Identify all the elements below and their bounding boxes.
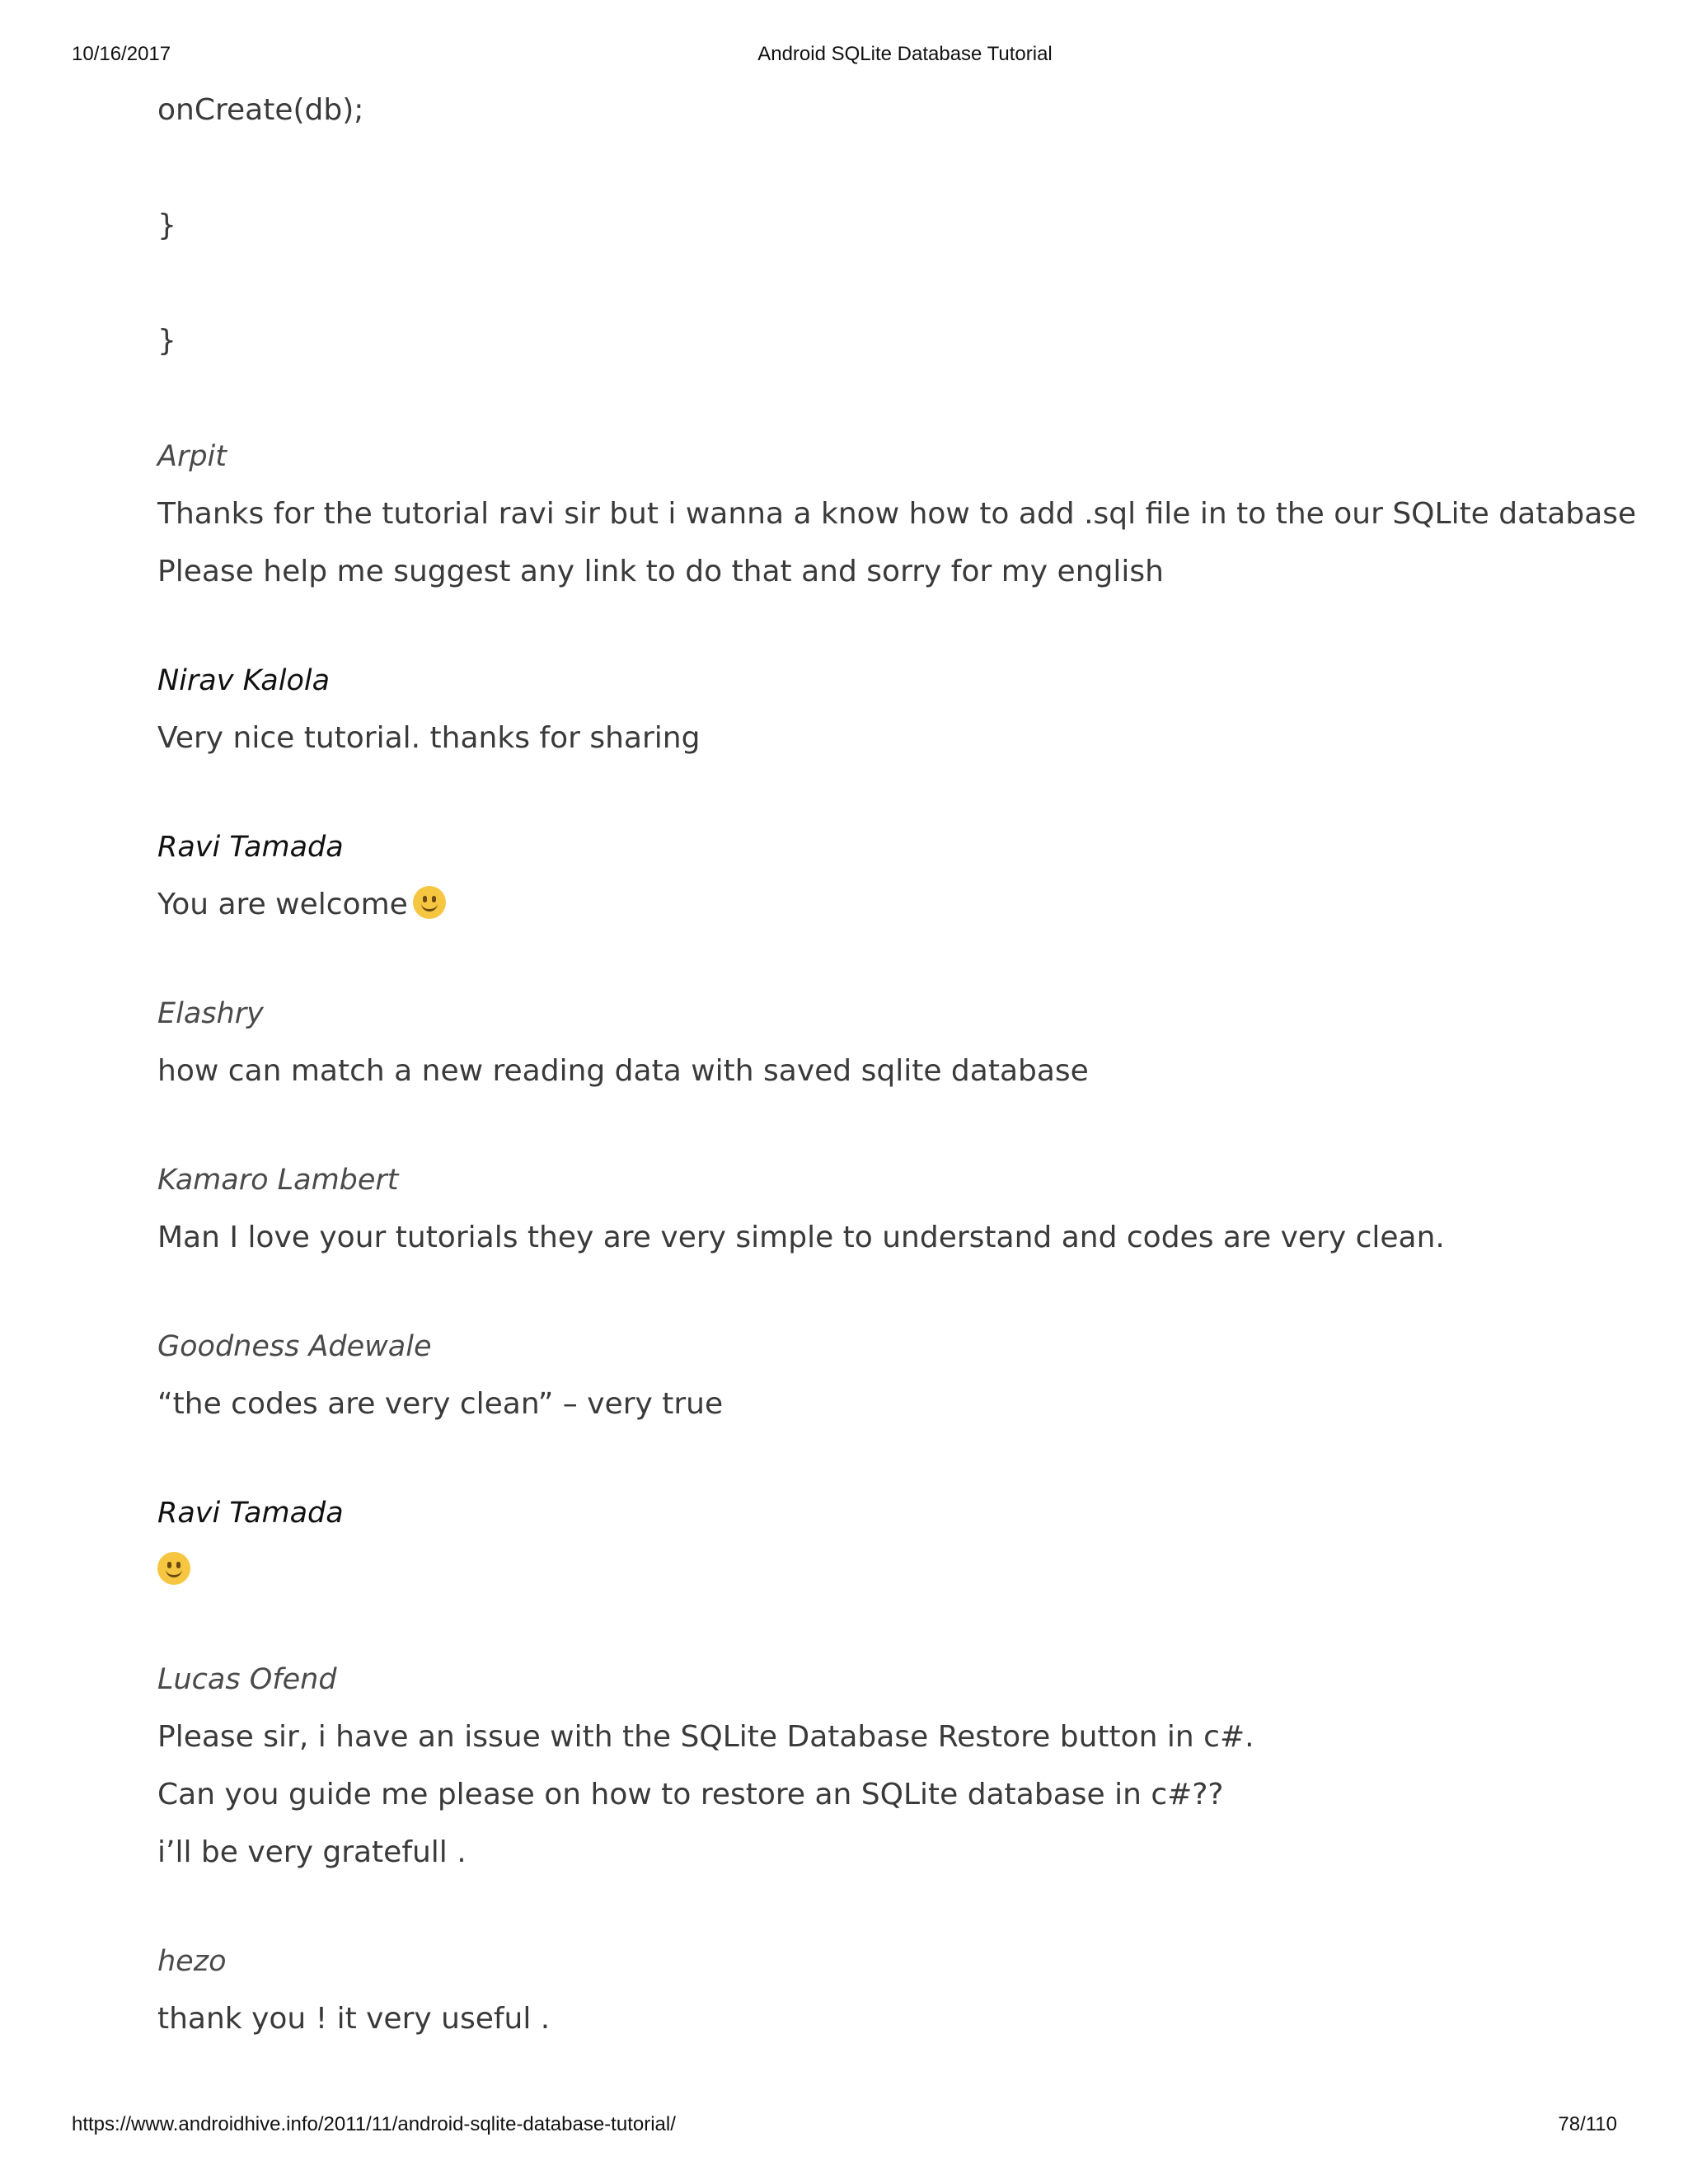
comment	[157, 989, 1559, 1096]
comment-text: Can you guide me please on how to restore an SQLite database in c#??	[157, 1778, 1224, 1811]
comment	[157, 656, 1559, 763]
comment-text: i’ll be very gratefull .	[157, 1835, 467, 1869]
comment-text: thank you ! it very useful .	[157, 2002, 551, 2036]
comment	[157, 823, 1559, 930]
code-snippet	[157, 86, 1559, 366]
comment	[157, 1655, 1559, 1877]
comment-text: “the codes are very clean” – very true	[157, 1387, 724, 1421]
smiley-emoji-icon	[157, 1552, 190, 1585]
comment	[157, 1937, 1559, 2044]
code-line: }	[157, 324, 176, 358]
comment	[157, 1155, 1559, 1263]
comment-text: Thanks for the tutorial ravi sir but i wanna a know how to add .sql file in to the our SQLite database	[157, 497, 1637, 531]
comment-text: You are welcome	[157, 888, 408, 921]
comment	[157, 432, 1637, 597]
comment-text-row	[157, 1546, 1559, 1596]
comment-text: Please help me suggest any link to do that and sorry for my english	[157, 555, 1164, 588]
comment-author[interactable]: Ravi Tamada	[157, 1497, 344, 1530]
comment-text-row	[157, 880, 1559, 930]
comment-text: Please sir, i have an issue with the SQLite Database Restore button in c#.	[157, 1720, 1254, 1754]
print-page-title: Android SQLite Database Tutorial	[757, 43, 1053, 65]
comment-author[interactable]: Arpit	[157, 440, 227, 473]
print-footer	[0, 2113, 1688, 2146]
comment-text: Man I love your tutorials they are very simple to understand and codes are very clean.	[157, 1221, 1445, 1254]
page-url-link[interactable]: https://www.androidhive.info/2011/11/android-sqlite-database-tutorial/	[72, 2113, 676, 2135]
comment-author[interactable]: Nirav Kalola	[157, 664, 331, 697]
comment	[157, 1488, 1559, 1596]
comment-author[interactable]: Lucas Ofend	[157, 1663, 337, 1696]
page-number: 78/110	[1558, 2113, 1617, 2135]
comment-text: Very nice tutorial. thanks for sharing	[157, 721, 701, 755]
comment	[157, 1322, 1559, 1429]
comment-author[interactable]: Kamaro Lambert	[157, 1164, 399, 1197]
comment-author[interactable]: hezo	[157, 1945, 227, 1978]
print-header	[0, 43, 1688, 76]
code-line: }	[157, 209, 176, 242]
comment-text: how can match a new reading data with saved sqlite database	[157, 1054, 1089, 1088]
print-date: 10/16/2017	[72, 43, 171, 65]
smiley-emoji-icon	[413, 886, 446, 919]
comment-author[interactable]: Ravi Tamada	[157, 831, 344, 864]
code-line: onCreate(db);	[157, 93, 364, 127]
comment-author[interactable]: Goodness Adewale	[157, 1330, 432, 1363]
page-content	[157, 86, 1637, 2103]
comment-author[interactable]: Elashry	[157, 997, 264, 1030]
